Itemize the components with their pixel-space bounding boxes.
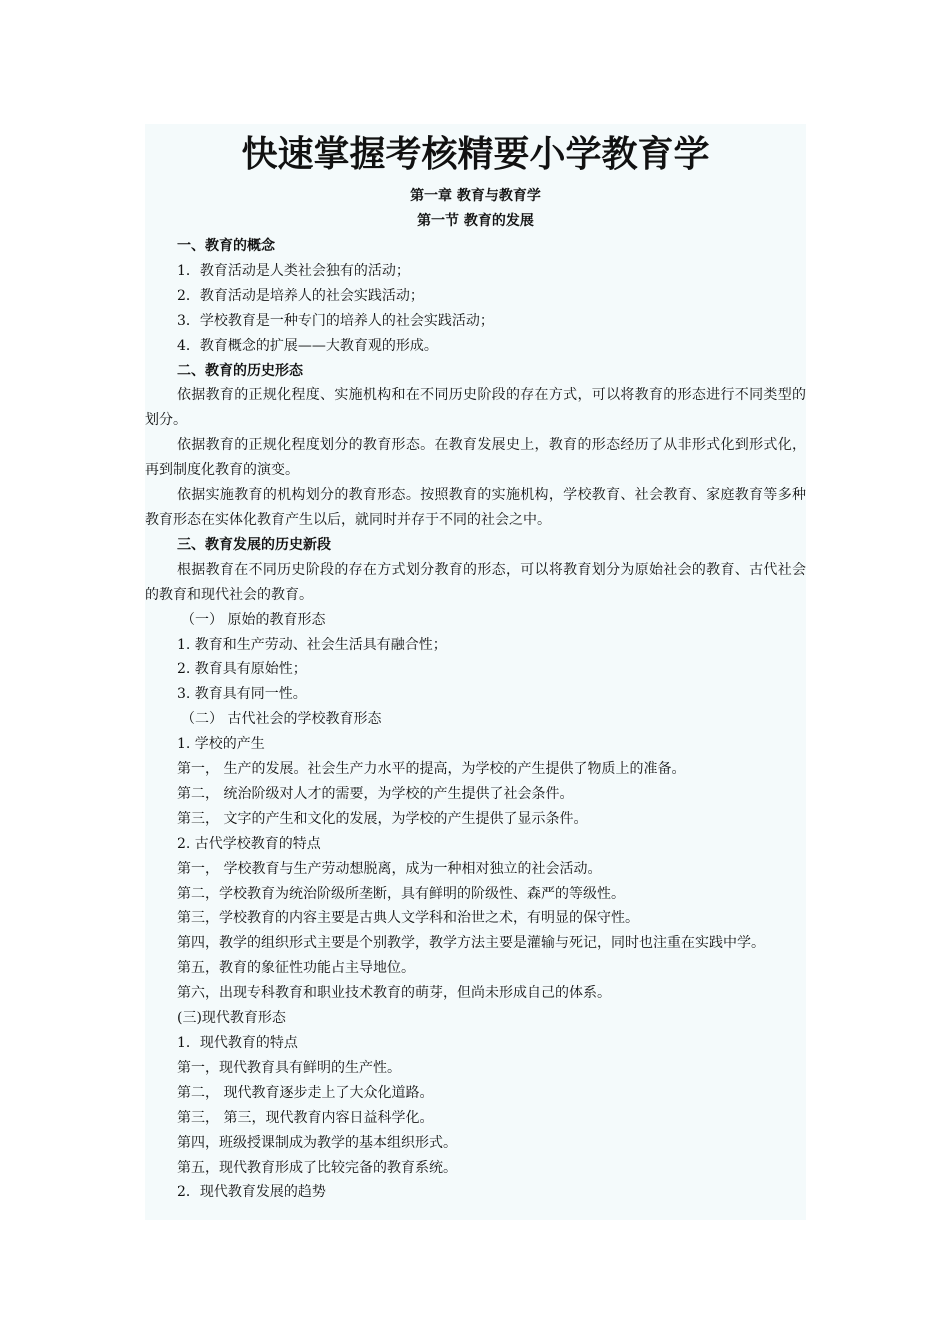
heading-concept: 一、教育的概念 (177, 238, 275, 254)
subsection-heading: （二） 古代社会的学校教育形态 (181, 711, 382, 728)
section-heading: 第一节 教育的发展 (417, 213, 534, 229)
list-item: 第三，学校教育的内容主要是古典人文学科和治世之术，有明显的保守性。 (177, 910, 639, 927)
list-item: 第六，出现专科教育和职业技术教育的萌芽，但尚未形成自己的体系。 (177, 985, 611, 1002)
paragraph: 依据教育的正规化程度划分的教育形态。在教育发展史上，教育的形态经历了从非形式化到形式化，再到制度化教育的演变。 (145, 437, 806, 479)
list-item: 1．教育活动是人类社会独有的活动； (177, 262, 410, 279)
document-title: 快速掌握考核精要小学教育学 (241, 134, 710, 175)
subsection-heading: （一） 原始的教育形态 (181, 611, 326, 628)
list-item: 2. 古代学校教育的特点 (177, 835, 321, 852)
list-item: 第二， 统治阶级对人才的需要，为学校的产生提供了社会条件。 (177, 785, 574, 802)
list-item: 第一， 生产的发展。社会生产力水平的提高，为学校的产生提供了物质上的准备。 (177, 761, 686, 778)
list-item: 第五，现代教育形成了比较完备的教育系统。 (177, 1159, 457, 1176)
list-item: 1. 学校的产生 (177, 736, 265, 753)
paragraph: 依据实施教育的机构划分的教育形态。按照教育的实施机构，学校教育、社会教育、家庭教育等多种教育形态在实体化教育产生以后，就同时并存于不同的社会之中。 (145, 487, 806, 528)
list-item: 第五，教育的象征性功能占主导地位。 (177, 960, 415, 977)
list-item: 第一， 学校教育与生产劳动想脱离，成为一种相对独立的社会活动。 (177, 860, 602, 877)
list-item: 2．教育活动是培养人的社会实践活动； (177, 287, 424, 304)
list-item: 4．教育概念的扩展——大教育观的形成。 (177, 337, 438, 354)
subsection-heading: (三)现代教育形态 (177, 1010, 286, 1027)
list-item: 第一，现代教育具有鲜明的生产性。 (177, 1059, 401, 1076)
list-item: 第三， 文字的产生和文化的发展，为学校的产生提供了显示条件。 (177, 810, 588, 827)
list-item: 3．学校教育是一种专门的培养人的社会实践活动； (177, 312, 494, 329)
list-item: 第四，班级授课制成为教学的基本组织形式。 (177, 1134, 457, 1151)
list-item: 2. 教育具有原始性； (177, 661, 307, 678)
list-item: 第二， 现代教育逐步走上了大众化道路。 (177, 1084, 434, 1101)
heading-new-stage: 三、教育发展的历史新段 (177, 536, 331, 553)
paragraph: 第四，教学的组织形式主要是个别教学，教学方法主要是灌输与死记，同时也注重在实践中学。 (177, 935, 765, 952)
heading-history-forms: 二、教育的历史形态 (177, 362, 303, 379)
list-item: 1．现代教育的特点 (177, 1035, 298, 1051)
paragraph: 根据教育在不同历史阶段的存在方式划分教育的形态，可以将教育划分为原始社会的教育、古代社会的教育和现代社会的教育。 (145, 561, 806, 603)
list-item: 2．现代教育发展的趋势 (177, 1184, 326, 1201)
list-item: 1. 教育和生产劳动、社会生活具有融合性； (177, 636, 447, 653)
list-item: 第二，学校教育为统治阶级所垄断，具有鲜明的阶级性、森严的等级性。 (177, 885, 625, 902)
document-body (145, 124, 806, 1220)
paragraph: 依据教育的正规化程度、实施机构和在不同历史阶段的存在方式，可以将教育的形态进行不同类型的划分。 (145, 387, 806, 429)
chapter-heading: 第一章 教育与教育学 (410, 188, 541, 204)
list-item: 3. 教育具有同一性。 (177, 686, 307, 703)
list-item: 第三， 第三，现代教育内容日益科学化。 (177, 1109, 434, 1126)
